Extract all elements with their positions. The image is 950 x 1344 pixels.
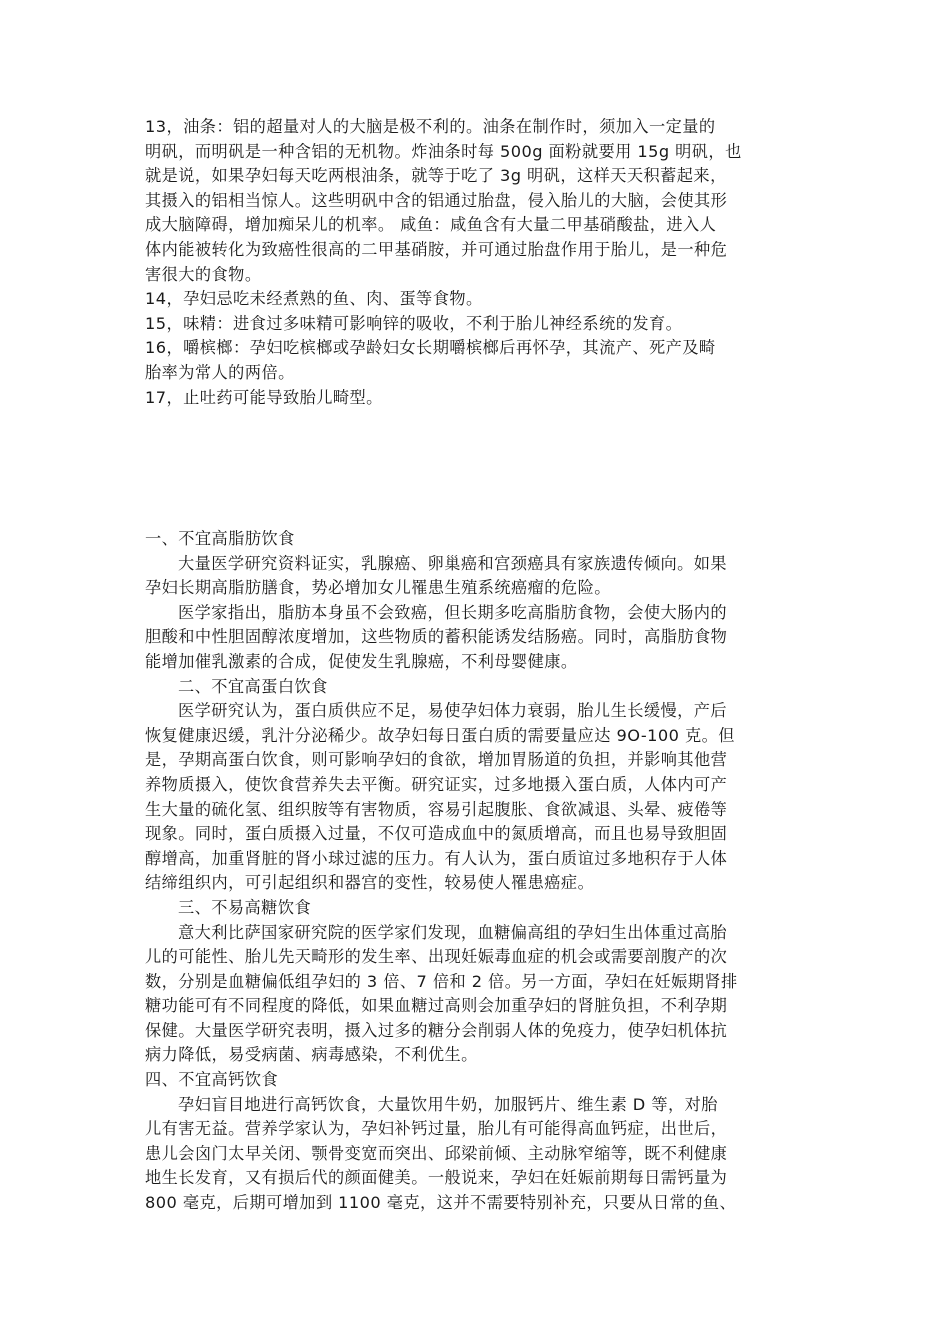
text-line: 害很大的食物。 [145,264,262,284]
paragraph-start-line: 医学家指出，脂肪本身虽不会致癌，但长期多吃高脂肪食物，会使大肠内的 [178,602,728,622]
text-line: 15，味精：进食过多味精可影响锌的吸收，不利于胎儿神经系统的发育。 [145,313,683,333]
text-line: 体内能被转化为致癌性很高的二甲基硝胺，并可通过胎盘作用于胎儿，是一种危 [145,239,728,259]
text-line: 一、不宜高脂肪饮食 [145,529,295,548]
paragraph-start-line: 二、不宜高蛋白饮食 [178,676,328,696]
text-line: 儿有害无益。营养学家认为，孕妇补钙过量，胎儿有可能得高血钙症，出世后， [145,1119,728,1139]
text-line: 能增加催乳激素的合成，促使发生乳腺癌，不利母婴健康。 [145,651,578,671]
text-line: 结缔组织内，可引起组织和器宫的变性，较易使人罹患癌症。 [145,873,595,893]
paragraph-start-line: 大量医学研究资料证实，乳腺癌、卵巢癌和宫颈癌具有家族遗传倾向。如果 [178,553,728,573]
text-line: 其摄入的铝相当惊人。这些明矾中含的铝通过胎盘，侵入胎儿的大脑，会使其形 [145,190,728,210]
text-line: 17，止吐药可能导致胎儿畸型。 [145,387,383,407]
text-line: 胆酸和中性胆固醇浓度增加，这些物质的蓄积能诱发结肠癌。同时，高脂肪食物 [145,627,728,647]
text-line: 就是说，如果孕妇每天吃两根油条，就等于吃了 3g 明矾，这样天天积蓄起来， [145,166,727,186]
top-section [145,115,815,410]
paragraph-start-line: 孕妇盲目地进行高钙饮食，大量饮用牛奶，加服钙片、维生素 D 等，对胎 [178,1094,718,1114]
paragraph-start-line: 医学研究认为，蛋白质供应不足，易使孕妇体力衰弱，胎儿生长缓慢，产后 [178,701,728,721]
text-line: 成大脑障碍，增加痴呆儿的机率。 咸鱼：咸鱼含有大量二甲基硝酸盐，进入人 [145,215,717,235]
text-line: 儿的可能性、胎儿先天畸形的发生率、出现妊娠毒血症的机会或需要剖腹产的次 [145,947,728,967]
text-line: 养物质摄入，使饮食营养失去平衡。研究证实，过多地摄入蛋白质，人体内可产 [145,774,728,794]
text-line: 16，嚼槟榔：孕妇吃槟榔或孕龄妇女长期嚼槟榔后再怀孕，其流产、死产及畸 [145,338,716,358]
text-line: 孕妇长期高脂肪膳食，势必增加女儿罹患生殖系统癌瘤的危险。 [145,578,611,598]
text-line: 胎率为常人的两倍。 [145,362,295,382]
text-line: 恢复健康迟缓，乳汁分泌稀少。故孕妇每日蛋白质的需要量应达 9O-100 克。但 [145,725,735,745]
text-line: 醇增高，加重肾脏的肾小球过滤的压力。有人认为，蛋白质谊过多地积存于人体 [145,848,728,868]
text-line: 数，分别是血糖偏低组孕妇的 3 倍、7 倍和 2 倍。另一方面，孕妇在妊娠期肾排 [145,971,738,991]
bottom-section [145,527,815,1216]
text-line: 13，油条：铝的超量对人的大脑是极不利的。油条在制作时，须加入一定量的 [145,117,716,136]
text-line: 现象。同时，蛋白质摄入过量，不仅可造成血中的氮质增高，而且也易导致胆固 [145,824,728,844]
text-line: 生大量的硫化氢、组织胺等有害物质，容易引起腹胀、食欲减退、头晕、疲倦等 [145,799,728,819]
paragraph-start-line: 意大利比萨国家研究院的医学家们发现，血糖偏高组的孕妇生出体重过高胎 [178,922,728,942]
paragraph-start-line: 三、不易高糖饮食 [178,897,312,917]
text-line: 患儿会囟门太早关闭、颚骨变宽而突出、邱梁前倾、主动脉窄缩等，既不利健康 [145,1143,728,1163]
text-line: 明矾，而明矾是一种含铝的无机物。炸油条时每 500g 面粉就要用 15g 明矾，也 [145,141,742,161]
text-line: 地生长发育，又有损后代的颜面健美。一般说来，孕妇在妊娠前期每日需钙量为 [145,1168,728,1188]
text-line: 四、不宜高钙饮食 [145,1070,279,1090]
text-line: 病力降低，易受病菌、病毒感染，不利优生。 [145,1045,478,1065]
text-line: 14，孕妇忌吃未经煮熟的鱼、肉、蛋等食物。 [145,289,483,309]
text-line: 是，孕期高蛋白饮食，则可影响孕妇的食欲，增加胃肠道的负担，并影响其他营 [145,750,728,770]
text-line: 保健。大量医学研究表明，摄入过多的糖分会削弱人体的免疫力，使孕妇机体抗 [145,1020,728,1040]
text-line: 800 毫克，后期可增加到 1100 毫克，这并不需要特别补充，只要从日常的鱼、 [145,1193,737,1213]
text-line: 糖功能可有不同程度的降低，如果血糖过高则会加重孕妇的肾脏负担，不利孕期 [145,996,728,1016]
